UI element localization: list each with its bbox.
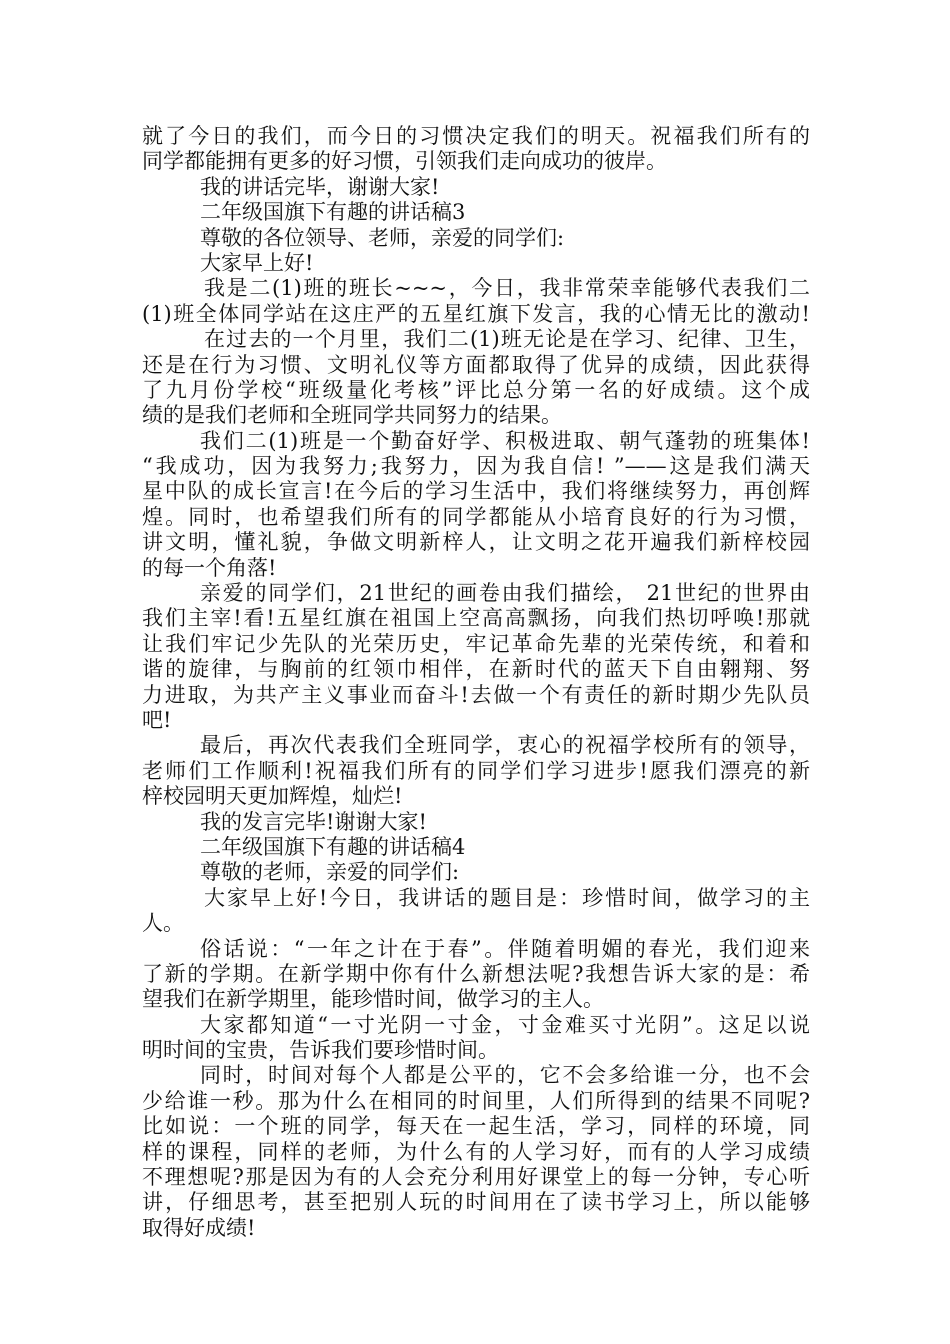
text-line: 大家早上好!今日，我讲话的题目是：珍惜时间，做学习的主: [204, 885, 810, 910]
text-line: 最后，再次代表我们全班同学，衷心的祝福学校所有的领导，: [200, 733, 810, 758]
text-line: 尊敬的老师，亲爱的同学们:: [200, 860, 460, 885]
text-line: 大家都知道“一寸光阴一寸金，寸金难买寸光阴”。这足以说: [200, 1012, 810, 1037]
text-line: 望我们在新学期里，能珍惜时间，做学习的主人。: [142, 987, 604, 1012]
text-line: 吧!: [142, 707, 172, 732]
text-line: 比如说：一个班的同学，每天在一起生活，学习，同样的环境，同: [142, 1114, 810, 1139]
text-line: 二年级国旗下有趣的讲话稿3: [200, 200, 466, 225]
text-line: 了新的学期。在新学期中你有什么新想法呢?我想告诉大家的是：希: [142, 961, 810, 986]
text-line: 取得好成绩!: [142, 1215, 256, 1240]
text-line: 同学都能拥有更多的好习惯，引领我们走向成功的彼岸。: [142, 149, 667, 174]
text-line: 尊敬的各位领导、老师，亲爱的同学们:: [200, 225, 565, 250]
text-line: 老师们工作顺利!祝福我们所有的同学们学习进步!愿我们漂亮的新: [142, 758, 810, 783]
text-line: 样的课程，同样的老师，为什么有的人学习好，而有的人学习成绩: [142, 1139, 810, 1164]
text-line: 我的发言完毕!谢谢大家!: [200, 809, 427, 834]
text-line: 谐的旋律，与胸前的红领巾相伴，在新时代的蓝天下自由翱翔、努: [142, 657, 810, 682]
text-line: 就了今日的我们，而今日的习惯决定我们的明天。祝福我们所有的: [142, 124, 810, 148]
text-line: 我是二(1)班的班长~~~，今日，我非常荣幸能够代表我们二: [204, 276, 810, 301]
text-line: 绩的是我们老师和全班同学共同努力的结果。: [142, 403, 562, 428]
text-line: 的每一个角落!: [142, 555, 277, 580]
text-line: 我的讲话完毕，谢谢大家!: [200, 174, 440, 199]
text-line: 我们主宰!看!五星红旗在祖国上空高高飘扬，向我们热切呼唤!那就: [142, 606, 810, 631]
text-line: 梓校园明天更加辉煌，灿烂!: [142, 784, 403, 809]
text-line: (1)班全体同学站在这庄严的五星红旗下发言，我的心情无比的激动!: [142, 301, 810, 326]
text-line: 讲，仔细思考，甚至把别人玩的时间用在了读书学习上，所以能够: [142, 1190, 810, 1215]
text-line: 煌。同时，也希望我们所有的同学都能从小培育良好的行为习惯，: [142, 504, 810, 529]
text-line: 力进取，为共产主义事业而奋斗!去做一个有责任的新时期少先队员: [142, 682, 810, 707]
text-line: 明时间的宝贵，告诉我们要珍惜时间。: [142, 1038, 499, 1063]
text-line: 人。: [142, 911, 184, 936]
text-line: 讲文明，懂礼貌，争做文明新梓人，让文明之花开遍我们新梓校园: [142, 530, 810, 555]
text-line: “我成功，因为我努力;我努力，因为我自信! ”——这是我们满天: [142, 454, 810, 479]
text-line: 我们二(1)班是一个勤奋好学、积极进取、朝气蓬勃的班集体!: [200, 428, 810, 453]
text-line: 星中队的成长宣言!在今后的学习生活中，我们将继续努力，再创辉: [142, 479, 810, 504]
text-line: 少给谁一秒。那为什么在相同的时间里，人们所得到的结果不同呢?: [142, 1088, 810, 1113]
document-body: [142, 124, 810, 1241]
text-line: 还是在行为习惯、文明礼仪等方面都取得了优异的成绩，因此获得: [142, 352, 810, 377]
text-line: 不理想呢?那是因为有的人会充分利用好课堂上的每一分钟，专心听: [142, 1165, 810, 1190]
text-line: 俗话说：“一年之计在于春”。伴随着明媚的春光，我们迎来: [200, 936, 810, 961]
text-line: 二年级国旗下有趣的讲话稿4: [200, 834, 466, 859]
text-line: 了九月份学校“班级量化考核”评比总分第一名的好成绩。这个成: [142, 377, 810, 402]
text-line: 大家早上好!: [200, 250, 314, 275]
text-line: 同时，时间对每个人都是公平的，它不会多给谁一分，也不会: [200, 1063, 810, 1088]
text-line: 让我们牢记少先队的光荣历史，牢记革命先辈的光荣传统，和着和: [142, 631, 810, 656]
text-line: 亲爱的同学们，21世纪的画卷由我们描绘， 21世纪的世界由: [200, 581, 810, 606]
text-line: 在过去的一个月里，我们二(1)班无论是在学习、纪律、卫生，: [204, 327, 810, 352]
